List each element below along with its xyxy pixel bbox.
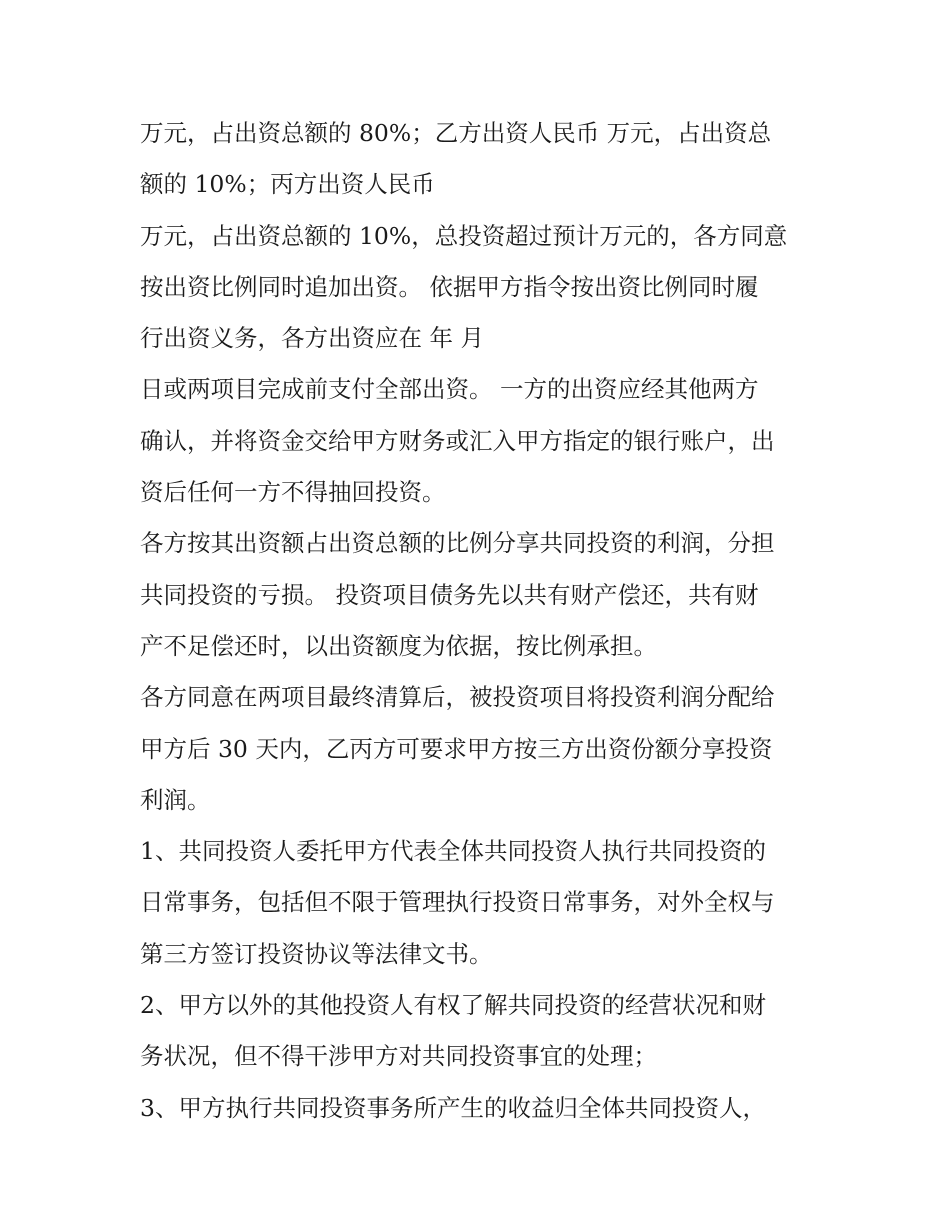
document-body [140,108,830,1134]
text-line: 产不足偿还时，以出资额度为依据，按比例承担。 [140,631,657,660]
text-line: 甲方后 30 天内，乙丙方可要求甲方按三方出资份额分享投资 [140,734,773,763]
text-line: 日或两项目完成前支付全部出资。 一方的出资应经其他两方 [140,375,759,404]
text-line: 3、甲方执行共同投资事务所产生的收益归全体共同投资人， [140,1093,766,1122]
text-line: 务状况，但不得干涉甲方对共同投资事宜的处理； [140,1042,657,1071]
text-line: 确认，并将资金交给甲方财务或汇入甲方指定的银行账户，出 [140,426,775,455]
text-line: 第三方签订投资协议等法律文书。 [140,939,493,968]
text-line: 各方按其出资额占出资总额的比例分享共同投资的利润，分担 [140,529,775,558]
text-line: 万元，占出资总额的 10%，总投资超过预计万元的，各方同意 [140,221,788,250]
text-line: 万元，占出资总额的 80%；乙方出资人民币 万元，占出资总 [140,119,772,147]
text-line: 利润。 [140,785,211,814]
text-line: 资后任何一方不得抽回投资。 [140,478,446,507]
text-line: 2、甲方以外的其他投资人有权了解共同投资的经营状况和财 [140,991,766,1020]
text-line: 1、共同投资人委托甲方代表全体共同投资人执行共同投资的 [140,837,766,866]
text-line: 共同投资的亏损。 投资项目债务先以共有财产偿还，共有财 [140,580,759,609]
text-line: 行出资义务，各方出资应在 年 月 [140,324,484,353]
text-line: 按出资比例同时追加出资。 依据甲方指令按出资比例同时履 [140,272,759,301]
text-line: 各方同意在两项目最终清算后，被投资项目将投资利润分配给 [140,683,775,712]
text-line: 日常事务，包括但不限于管理执行投资日常事务，对外全权与 [140,888,775,917]
text-line: 额的 10%；丙方出资人民币 [140,170,435,199]
